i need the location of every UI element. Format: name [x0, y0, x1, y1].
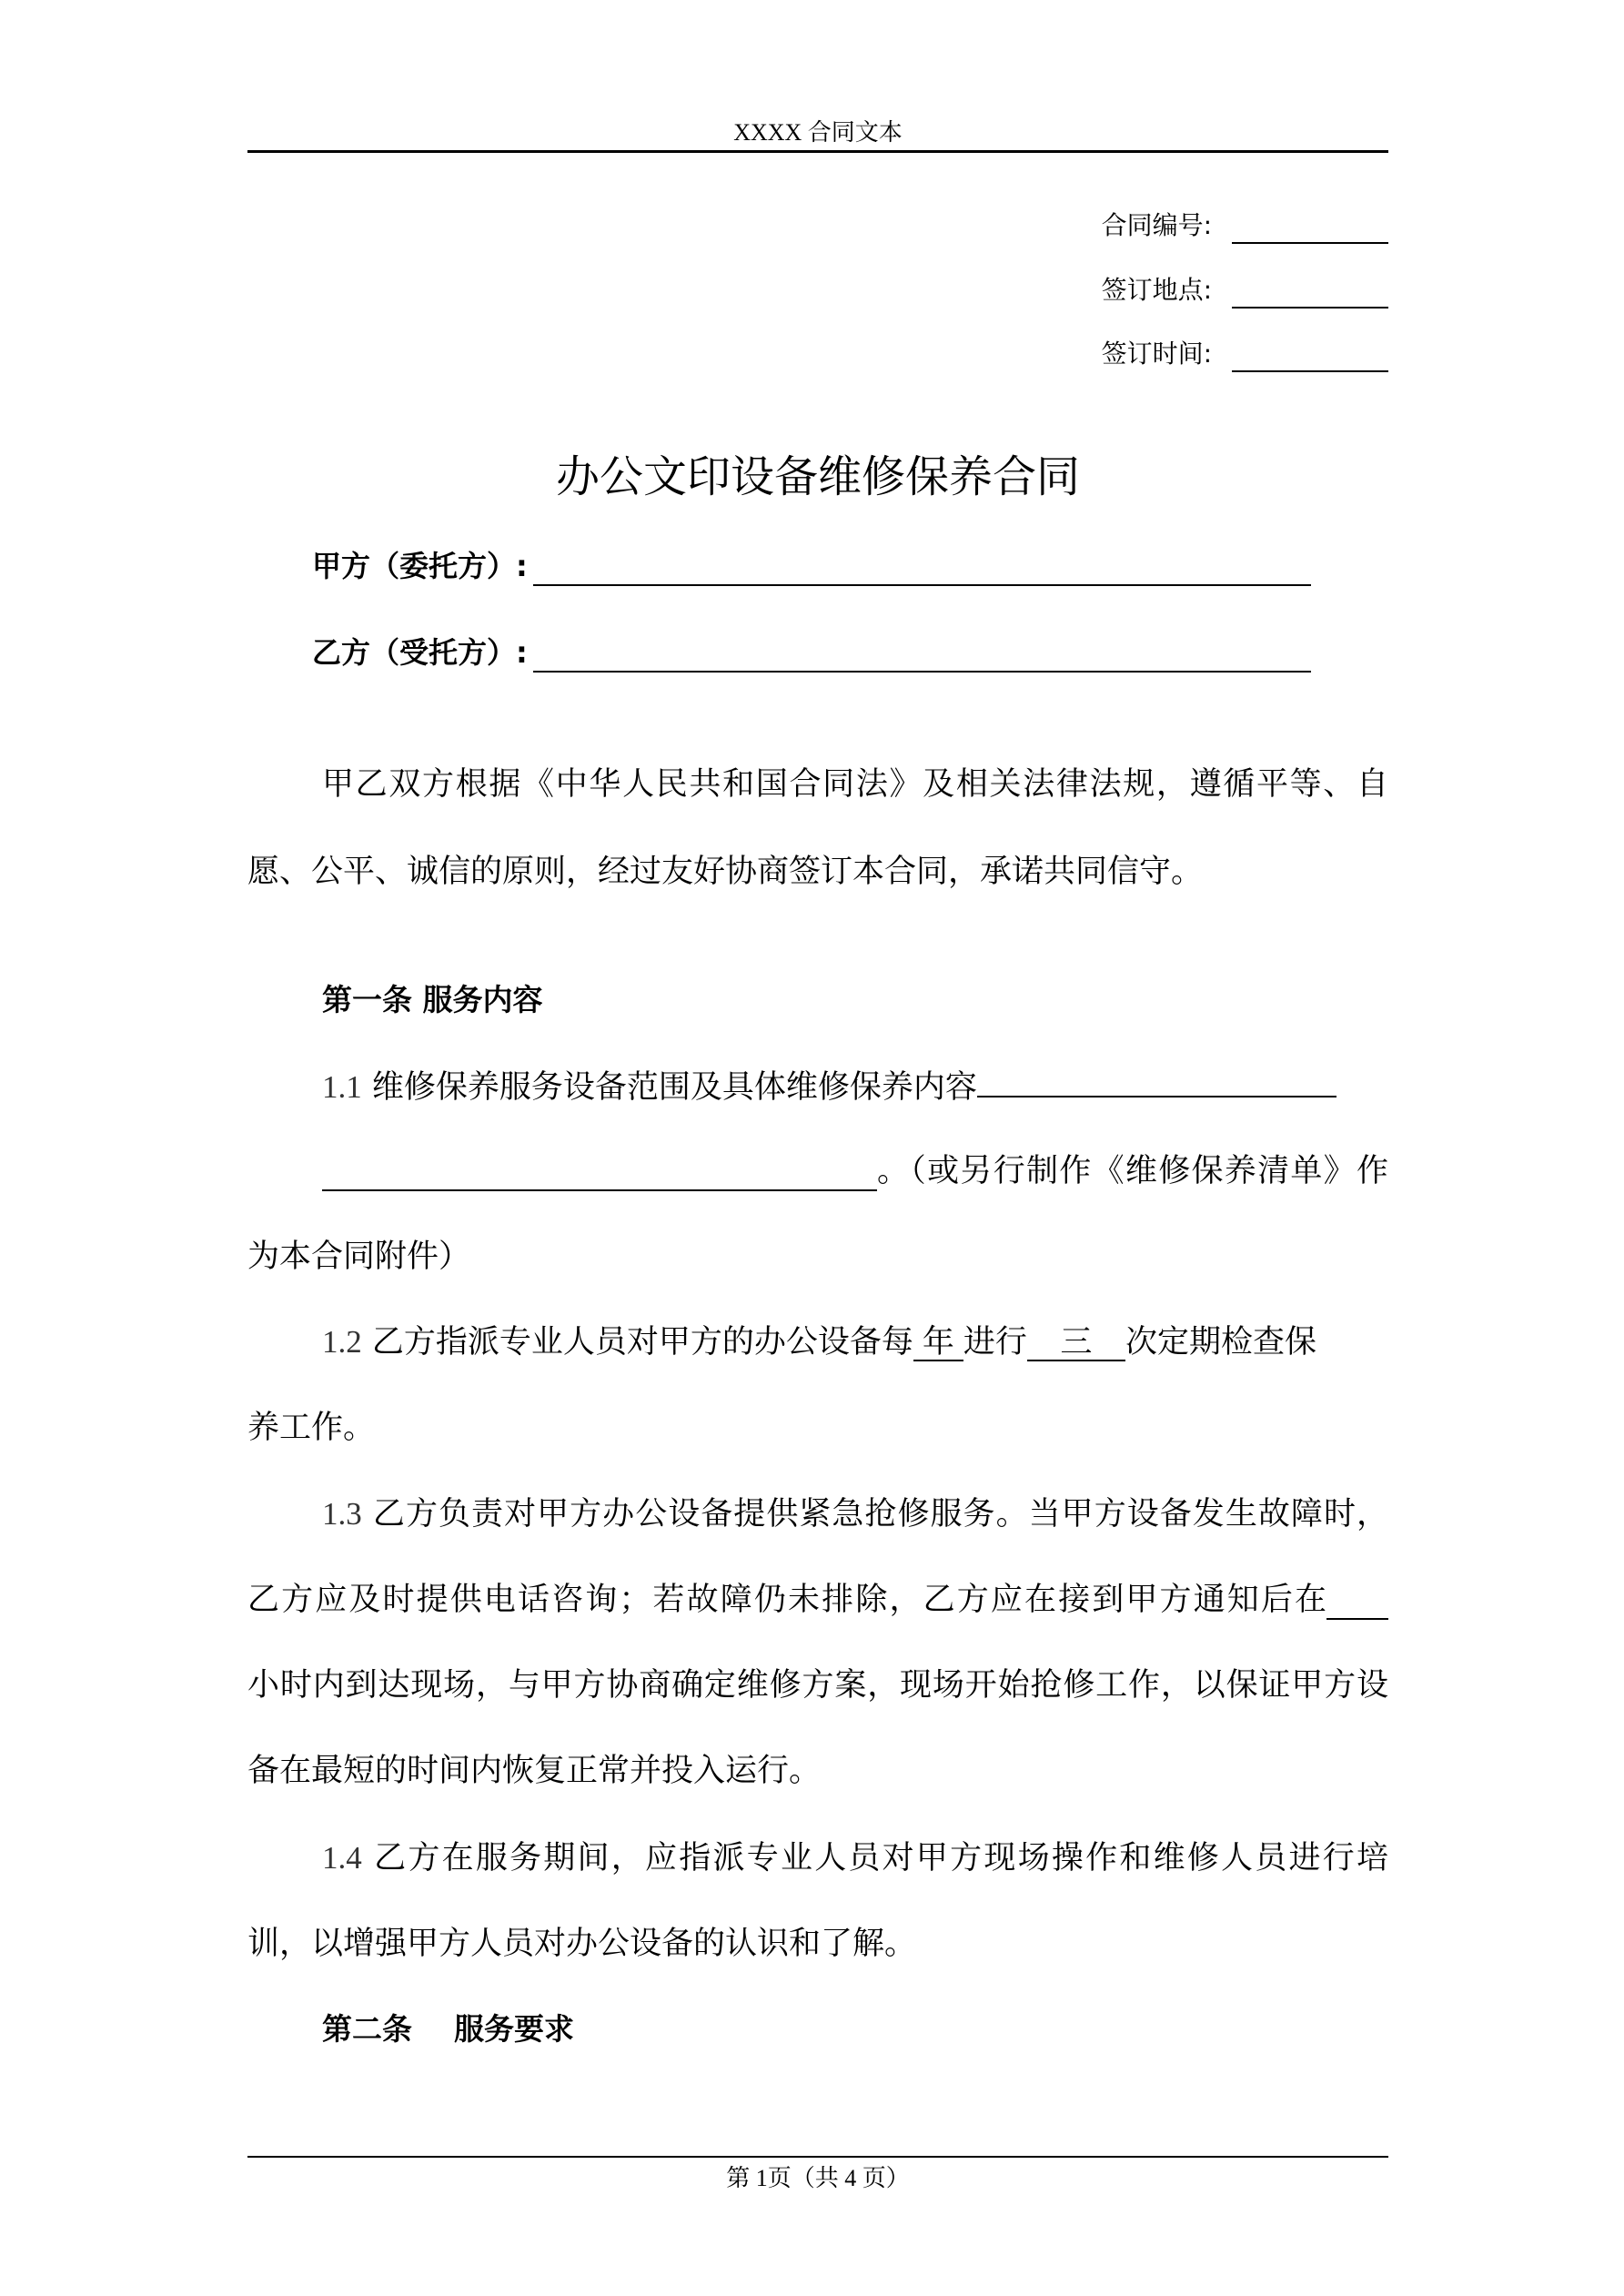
signing-time-blank[interactable]: [1232, 343, 1388, 372]
signing-time-field: [1102, 336, 1388, 372]
clause-text: 维修保养服务设备范围及具体维修保养内容: [371, 1069, 977, 1106]
section-heading: 第二条 服务要求: [322, 2011, 574, 2047]
page-number: 第 1页（共 4 页）: [726, 2165, 910, 2191]
running-header: XXXX 合同文本: [733, 119, 903, 146]
field-label: 合同编号:: [1101, 210, 1212, 240]
party-b: [312, 632, 1311, 673]
clause-text: 备在最短的时间内恢复正常并投入运行。: [247, 1753, 822, 1789]
clause-1-2: [247, 1322, 1388, 1362]
signing-place-field: [1102, 272, 1388, 308]
field-label: 签订时间:: [1101, 339, 1212, 369]
clause-text: 小时内到达现场，与甲方协商确定维修方案，现场开始抢修工作，以保证甲方设: [247, 1667, 1388, 1704]
clause-text: 训，以增强甲方人员对办公设备的认识和了解。: [247, 1926, 917, 1962]
party-b-label: 乙方（受托方）:: [312, 635, 528, 670]
section-heading: 第一条 服务内容: [322, 982, 543, 1017]
clause-number: 1.3: [322, 1496, 362, 1532]
contract-number-blank[interactable]: [1232, 215, 1388, 244]
preamble-line: 愿、公平、诚信的原则，经过友好协商签订本合同，承诺共同信守。: [247, 854, 1204, 890]
hours-blank[interactable]: [1326, 1580, 1388, 1620]
header-divider: [247, 150, 1388, 153]
field-label: 签订地点:: [1101, 275, 1212, 305]
clause-1-1-cont: [322, 1151, 1388, 1191]
party-a: [312, 546, 1311, 586]
clause-text: 乙方在服务期间，应指派专业人员对甲方现场操作和维修人员进行培: [374, 1840, 1388, 1876]
clause-number: 1.1: [322, 1069, 362, 1105]
contract-number-field: [1102, 207, 1388, 244]
clause-text: 乙方负责对甲方办公设备提供紧急抢修服务。当甲方设备发生故障时，: [372, 1496, 1388, 1532]
clause-text: 乙方指派专业人员对甲方的办公设备每: [371, 1324, 913, 1360]
clause-text: 进行: [963, 1324, 1027, 1360]
footer-divider: [247, 2156, 1388, 2158]
document-title: 办公文印设备维修保养合同: [555, 451, 1080, 502]
party-a-blank[interactable]: [533, 553, 1311, 586]
clause-number: 1.2: [322, 1324, 362, 1360]
clause-1-4: [247, 1838, 1388, 1878]
signing-place-blank[interactable]: [1232, 279, 1388, 308]
clause-1-3: [247, 1494, 1388, 1534]
times-fill[interactable]: 三: [1027, 1325, 1125, 1361]
service-scope-blank[interactable]: [977, 1096, 1337, 1097]
clause-text: 养工作。: [247, 1410, 376, 1446]
period-fill[interactable]: 年: [913, 1325, 963, 1361]
clause-text: 。（或另行制作《维修保养清单》作: [877, 1153, 1388, 1189]
preamble-line: 甲乙双方根据《中华人民共和国合同法》及相关法律法规，遵循平等、自: [322, 766, 1388, 803]
party-a-label: 甲方（委托方）:: [312, 549, 528, 583]
clause-text: 次定期检查保: [1125, 1324, 1316, 1360]
clause-1-3-cont: [247, 1580, 1388, 1620]
clause-text: 为本合同附件）: [247, 1239, 471, 1275]
clause-text: 乙方应及时提供电话咨询；若故障仍未排除，乙方应在接到甲方通知后在: [247, 1582, 1326, 1618]
service-scope-blank-2[interactable]: [322, 1151, 877, 1191]
clause-number: 1.4: [322, 1840, 362, 1876]
party-b-blank[interactable]: [533, 640, 1311, 673]
clause-1-1: [247, 1067, 1388, 1108]
